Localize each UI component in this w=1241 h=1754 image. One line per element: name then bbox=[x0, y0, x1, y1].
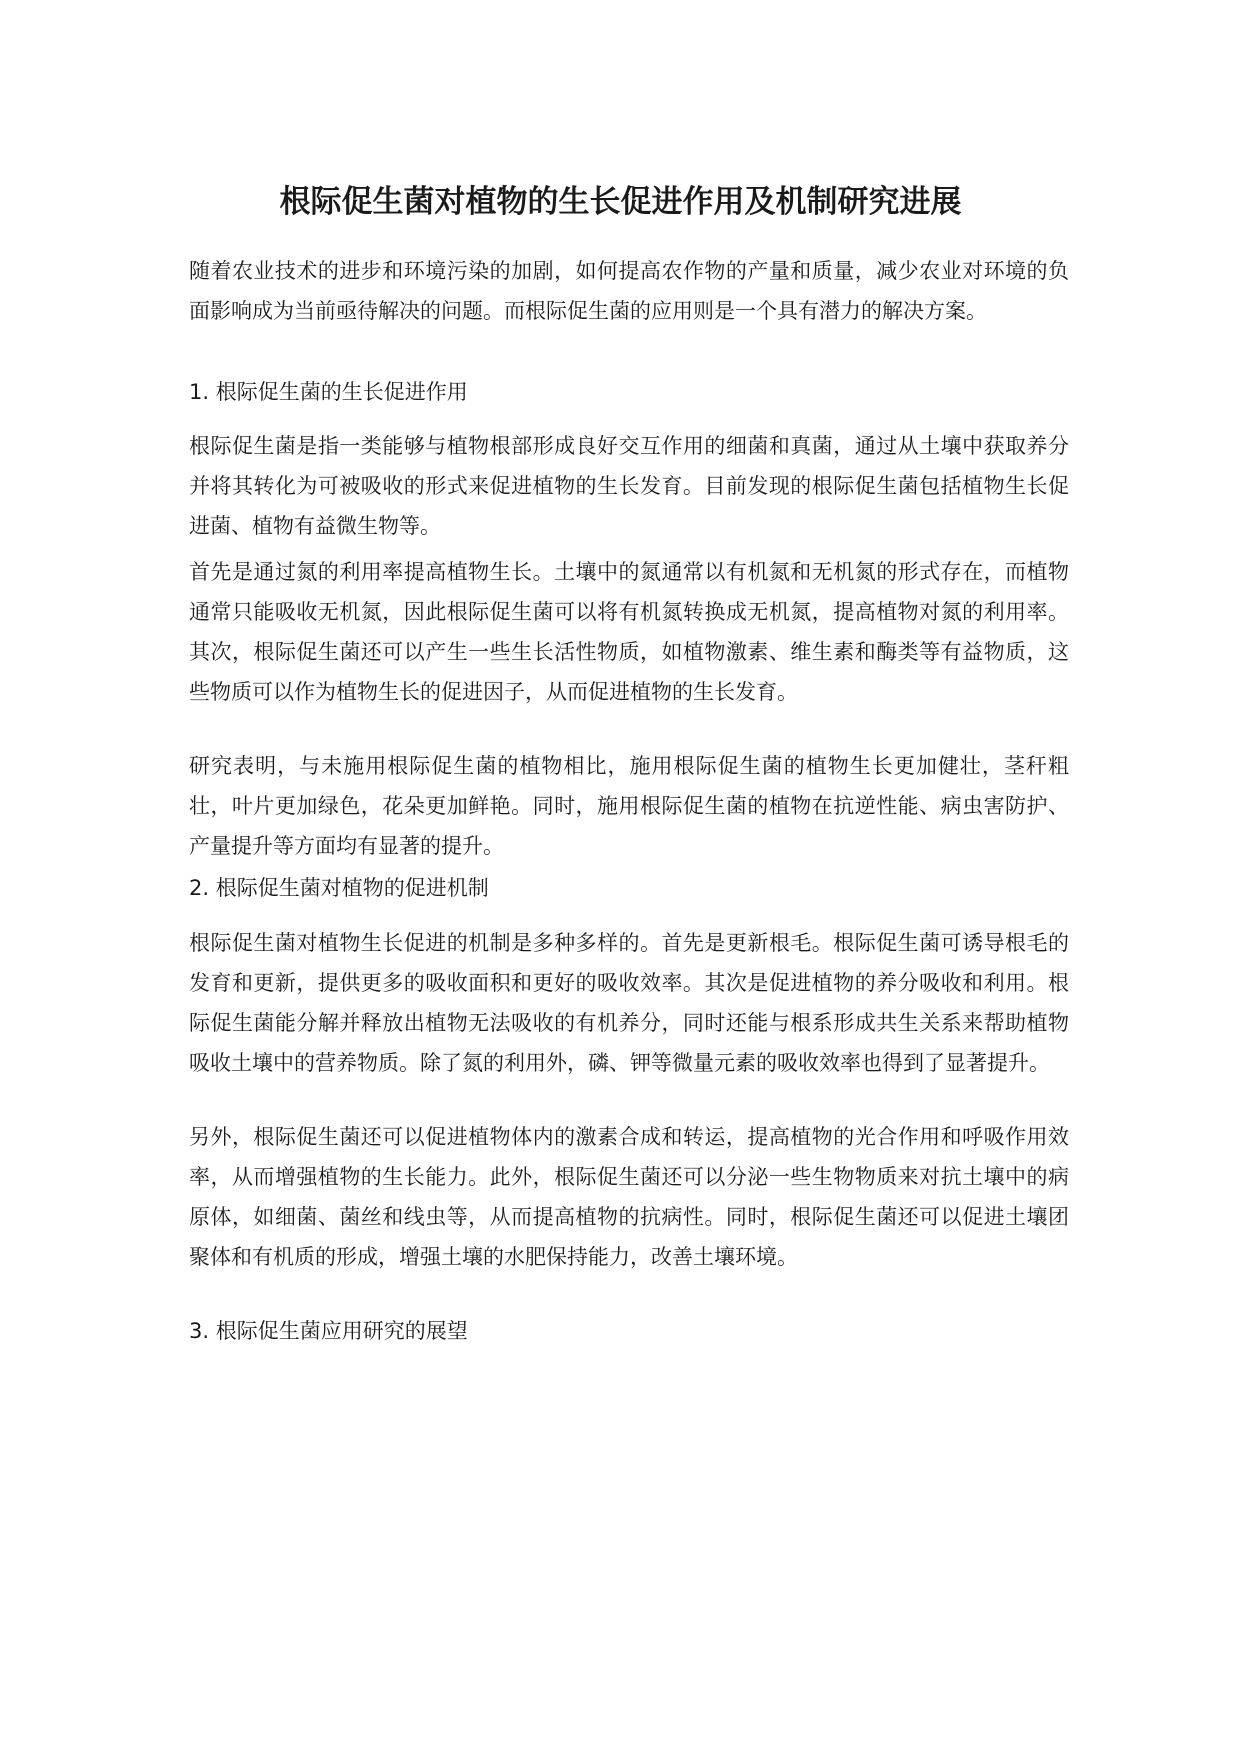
section-1-paragraph-3: 研究表明，与未施用根际促生菌的植物相比，施用根际促生菌的植物生长更加健壮，茎秆粗壮，叶片更加绿色，花朵更加鲜艳。同时，施用根际促生菌的植物在抗逆性能、病虫害防护、产量提升等方面均有显著的提升。 bbox=[189, 754, 1069, 858]
section-2-paragraph-2: 另外，根际促生菌还可以促进植物体内的激素合成和转运，提高植物的光合作用和呼吸作用效率，从而增强植物的生长能力。此外，根际促生菌还可以分泌一些生物物质来对抗土壤中的病原体，如细菌、菌丝和线虫等，从而提高植物的抗病性。同时，根际促生菌还可以促进土壤团聚体和有机质的形成，增强土壤的水肥保持能力，改善土壤环境。 bbox=[189, 1125, 1069, 1269]
intro-paragraph: 随着农业技术的进步和环境污染的加剧，如何提高农作物的产量和质量，减少农业对环境的负面影响成为当前亟待解决的问题。而根际促生菌的应用则是一个具有潜力的解决方案。 bbox=[189, 259, 1069, 323]
section-1-heading: 1. 根际促生菌的生长促进作用 bbox=[189, 380, 468, 404]
section-1-paragraph-1: 根际促生菌是指一类能够与植物根部形成良好交互作用的细菌和真菌，通过从土壤中获取养分并将其转化为可被吸收的形式来促进植物的生长发育。目前发现的根际促生菌包括植物生长促进菌、植物有益微生物等。 bbox=[189, 434, 1069, 538]
section-2-heading: 2. 根际促生菌对植物的促进机制 bbox=[189, 876, 489, 900]
section-3-heading: 3. 根际促生菌应用研究的展望 bbox=[189, 1319, 468, 1343]
section-1-paragraph-2: 首先是通过氮的利用率提高植物生长。土壤中的氮通常以有机氮和无机氮的形式存在，而植物通常只能吸收无机氮，因此根际促生菌可以将有机氮转换成无机氮，提高植物对氮的利用率。其次，根际促生菌还可以产生一些生长活性物质，如植物激素、维生素和酶类等有益物质，这些物质可以作为植物生长的促进因子，从而促进植物的生长发育。 bbox=[189, 560, 1069, 704]
document-title: 根际促生菌对植物的生长促进作用及机制研究进展 bbox=[279, 184, 962, 220]
section-2-paragraph-1: 根际促生菌对植物生长促进的机制是多种多样的。首先是更新根毛。根际促生菌可诱导根毛的发育和更新，提供更多的吸收面积和更好的吸收效率。其次是促进植物的养分吸收和利用。根际促生菌能分解并释放出植物无法吸收的有机养分，同时还能与根系形成共生关系来帮助植物吸收土壤中的营养物质。除了氮的利用外，磷、钾等微量元素的吸收效率也得到了显著提升。 bbox=[189, 931, 1069, 1075]
